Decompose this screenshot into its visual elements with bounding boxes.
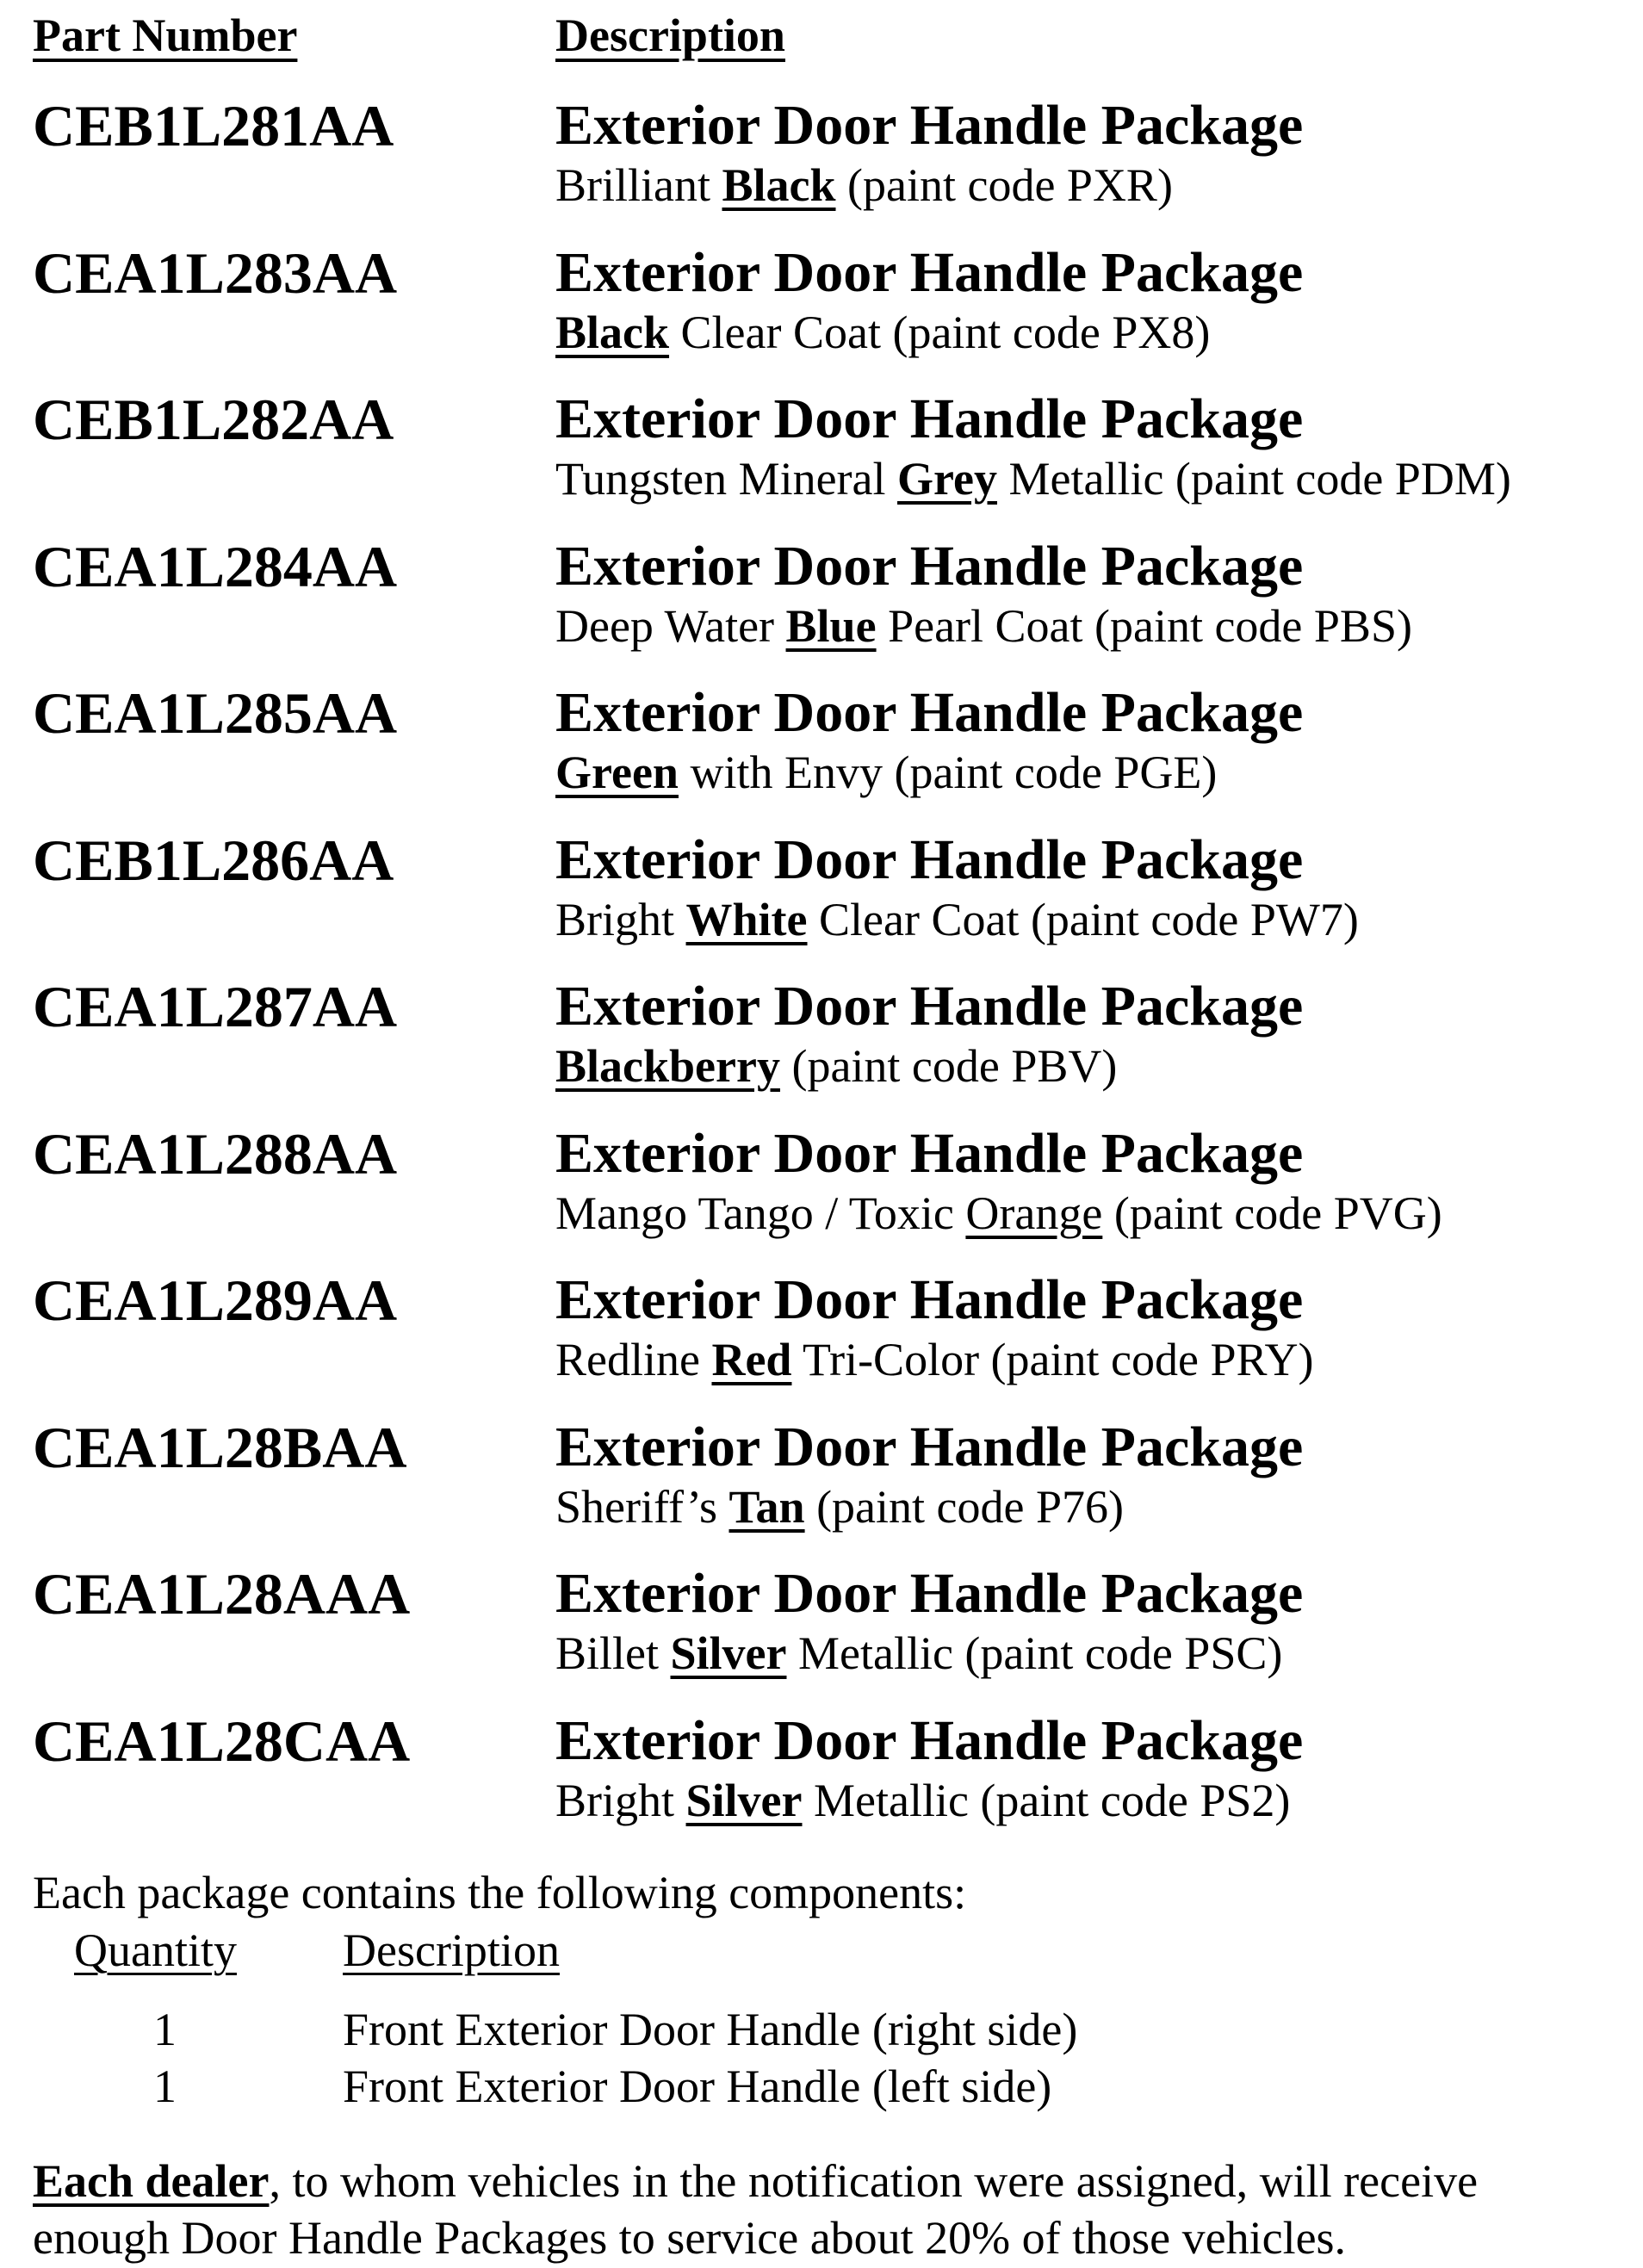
color-keyword: Blue	[785, 599, 877, 652]
package-color-description	[555, 450, 1511, 507]
color-suffix: Metallic (paint code PSC)	[786, 1627, 1283, 1679]
package-title: Exterior Door Handle Package	[555, 240, 1304, 304]
color-keyword: Silver	[670, 1627, 787, 1679]
quantity-header: Quantity	[74, 1924, 237, 1976]
color-keyword: Black	[555, 306, 670, 358]
dealer-note-text: , to whom vehicles in the notification were assigned, will receive enough Door Handle Packages to service about 20% of those vehicles.	[33, 2155, 1479, 2264]
package-list	[0, 91, 1643, 1853]
package-color-description	[555, 304, 1210, 361]
package-color-description	[555, 157, 1173, 214]
part-number: CEA1L289AA	[33, 1267, 398, 1333]
package-color-description	[555, 891, 1359, 948]
package-color-description	[555, 1478, 1124, 1535]
color-suffix: (paint code P76)	[804, 1480, 1124, 1533]
components-intro: Each package contains the following components:	[33, 1867, 967, 1918]
color-prefix: Deep Water	[555, 599, 786, 652]
package-row	[0, 826, 1643, 973]
package-row	[0, 1707, 1643, 1854]
part-number: CEB1L282AA	[33, 387, 394, 452]
package-title: Exterior Door Handle Package	[555, 827, 1304, 891]
package-title: Exterior Door Handle Package	[555, 1268, 1304, 1331]
package-row	[0, 679, 1643, 826]
color-prefix: Tungsten Mineral	[555, 453, 898, 505]
package-title: Exterior Door Handle Package	[555, 1121, 1304, 1185]
color-keyword: White	[685, 893, 808, 945]
package-row	[0, 91, 1643, 239]
color-prefix: Bright	[555, 1774, 686, 1826]
color-keyword: Blackberry	[555, 1040, 780, 1092]
color-suffix: Metallic (paint code PS2)	[802, 1774, 1291, 1826]
package-row	[0, 1413, 1643, 1560]
component-row	[0, 2001, 1643, 2058]
color-suffix: Tri-Color (paint code PRY)	[791, 1334, 1314, 1385]
package-title: Exterior Door Handle Package	[555, 1415, 1304, 1478]
component-description: Front Exterior Door Handle (left side)	[343, 2060, 1052, 2112]
package-color-description	[555, 1038, 1117, 1094]
color-prefix: Billet	[555, 1627, 671, 1679]
part-number: CEA1L283AA	[33, 239, 398, 306]
package-row	[0, 1119, 1643, 1267]
part-number: CEA1L285AA	[33, 680, 398, 746]
color-suffix: Clear Coat (paint code PX8)	[669, 306, 1211, 358]
color-suffix: Pearl Coat (paint code PBS)	[876, 599, 1412, 652]
package-row	[0, 385, 1643, 532]
package-title: Exterior Door Handle Package	[555, 1708, 1304, 1772]
package-title: Exterior Door Handle Package	[555, 94, 1304, 157]
dealer-note-lead: Each dealer	[33, 2155, 270, 2207]
package-title: Exterior Door Handle Package	[555, 681, 1304, 744]
part-number: CEA1L287AA	[33, 974, 398, 1039]
color-keyword: Black	[722, 159, 836, 211]
part-number: CEA1L28AAA	[33, 1561, 411, 1627]
package-title: Exterior Door Handle Package	[555, 975, 1304, 1038]
color-suffix: (paint code PXR)	[835, 159, 1173, 211]
part-number: CEA1L288AA	[33, 1120, 398, 1187]
part-number: CEA1L284AA	[33, 533, 398, 599]
color-prefix: Redline	[555, 1334, 712, 1385]
package-row	[0, 239, 1643, 386]
package-color-description	[555, 598, 1412, 654]
color-keyword: Silver	[685, 1774, 803, 1826]
package-row	[0, 972, 1643, 1119]
color-prefix: Mango Tango / Toxic	[555, 1187, 966, 1239]
color-keyword: Tan	[728, 1480, 805, 1533]
package-color-description	[555, 1625, 1282, 1682]
color-keyword: Green	[555, 747, 679, 798]
package-title: Exterior Door Handle Package	[555, 387, 1304, 450]
package-color-description	[555, 1185, 1442, 1242]
color-suffix: (paint code PVG)	[1102, 1187, 1442, 1239]
color-suffix: with Envy (paint code PGE)	[678, 747, 1218, 798]
package-title: Exterior Door Handle Package	[555, 534, 1304, 598]
package-color-description	[555, 744, 1217, 801]
component-quantity: 1	[153, 2004, 177, 2055]
color-prefix: Sheriff’s	[555, 1480, 729, 1533]
description-header: Description	[555, 9, 785, 61]
color-prefix: Brilliant	[555, 159, 722, 211]
color-suffix: Clear Coat (paint code PW7)	[807, 893, 1359, 945]
package-title: Exterior Door Handle Package	[555, 1562, 1304, 1625]
color-keyword: Orange	[965, 1187, 1103, 1239]
component-row	[0, 2058, 1643, 2115]
color-keyword: Grey	[897, 453, 997, 505]
package-row	[0, 532, 1643, 679]
color-suffix: (paint code PBV)	[779, 1040, 1118, 1092]
package-color-description	[555, 1331, 1314, 1388]
component-description-header: Description	[343, 1924, 560, 1976]
component-description: Front Exterior Door Handle (right side)	[343, 2004, 1078, 2055]
part-number: CEA1L28BAA	[33, 1414, 407, 1480]
package-color-description	[555, 1772, 1290, 1829]
part-number: CEB1L281AA	[33, 93, 394, 158]
color-keyword: Red	[711, 1334, 792, 1385]
component-quantity: 1	[153, 2060, 177, 2112]
color-prefix: Bright	[555, 893, 686, 945]
part-number-header: Part Number	[33, 9, 298, 61]
package-row	[0, 1266, 1643, 1413]
dealer-note	[33, 2153, 1626, 2266]
part-number: CEB1L286AA	[33, 827, 394, 893]
package-row	[0, 1559, 1643, 1707]
part-number: CEA1L28CAA	[33, 1707, 411, 1774]
color-suffix: Metallic (paint code PDM)	[996, 453, 1511, 505]
